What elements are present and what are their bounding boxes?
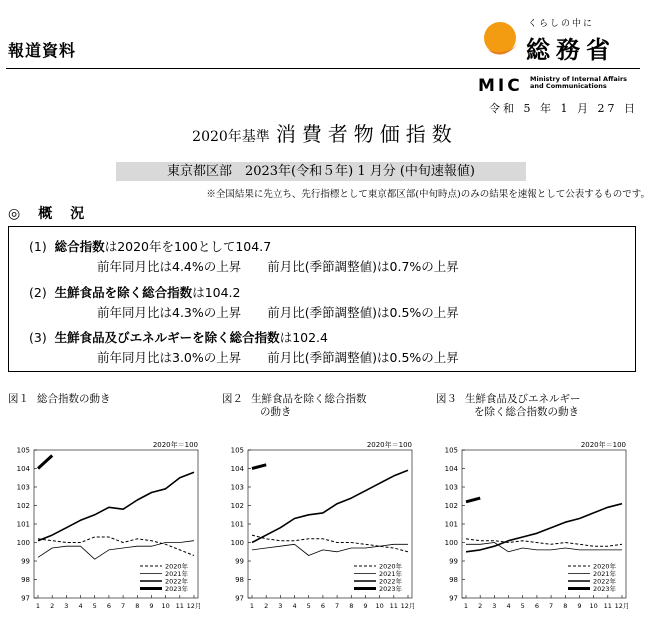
overview-heading: ◎ 概 況 (8, 206, 87, 222)
summary-label: 総合指数 (54, 239, 105, 254)
summary-value: は102.4 (279, 330, 328, 345)
x-tick-label: 10 (589, 602, 598, 610)
x-tick-label: 8 (563, 602, 568, 610)
base-note: 2020年＝100 (152, 441, 198, 449)
y-tick-label: 99 (449, 557, 458, 566)
summary-num: (1) (29, 239, 47, 254)
mic-full-line-1: Ministry of Internal Affairs (530, 75, 628, 83)
series-line-2020年 (466, 539, 622, 546)
figure-1-title (8, 393, 198, 406)
summary-mom: 前月比(季節調整値)は0.5%の上昇 (267, 305, 459, 320)
summary-item-3-changes (97, 348, 459, 366)
legend-label: 2023年 (593, 585, 617, 593)
y-tick-label: 97 (235, 594, 244, 603)
x-tick-label: 9 (149, 602, 154, 610)
x-tick-label: 5 (92, 602, 97, 610)
x-tick-label: 2 (264, 602, 269, 610)
x-tick-label: 1 (35, 602, 41, 610)
legend-label: 2020年 (379, 562, 403, 571)
x-tick-label: 9 (363, 602, 368, 610)
y-tick-label: 100 (444, 539, 458, 547)
legend-label: 2020年 (165, 562, 189, 571)
chart-core-index (220, 436, 420, 620)
y-tick-label: 104 (230, 465, 244, 473)
y-tick-label: 98 (235, 576, 244, 584)
figure-title-line-1: 生鮮食品及びエネルギー (465, 393, 581, 405)
y-tick-label: 104 (444, 465, 458, 473)
series-line-2022年 (38, 472, 194, 541)
summary-yoy: 前年同月比は4.4%の上昇 (97, 259, 242, 274)
summary-label: 生鮮食品を除く総合指数 (54, 285, 193, 300)
x-tick-label: 7 (335, 602, 340, 610)
y-tick-label: 100 (16, 539, 30, 547)
y-tick-label: 101 (16, 520, 30, 529)
press-release-label: 報道資料 (8, 41, 77, 60)
y-tick-label: 98 (21, 576, 30, 584)
summary-item-1 (29, 237, 271, 255)
x-tick-label: 3 (278, 602, 283, 610)
legend-label: 2022年 (165, 577, 189, 586)
legend-label: 2021年 (379, 570, 403, 578)
x-tick-label: 2 (478, 602, 483, 610)
series-line-2022年 (466, 504, 622, 552)
legend-label: 2020年 (593, 562, 617, 571)
x-tick-label: 3 (492, 602, 497, 610)
x-tick-label: 11 (603, 602, 612, 610)
y-tick-label: 105 (16, 446, 30, 455)
x-tick-label: 11 (175, 602, 184, 610)
y-tick-label: 99 (21, 557, 30, 566)
legend-label: 2023年 (165, 585, 189, 593)
y-tick-label: 98 (449, 576, 458, 584)
logo-tagline: くらしの中に (528, 19, 595, 29)
y-tick-label: 97 (449, 594, 458, 603)
figure-2-title (222, 393, 422, 419)
x-tick-label: 11 (389, 602, 398, 610)
summary-value: は104.2 (192, 285, 241, 300)
legend-label: 2022年 (379, 577, 403, 586)
y-tick-label: 105 (230, 446, 244, 455)
y-tick-label: 97 (21, 594, 30, 603)
y-tick-label: 101 (230, 520, 244, 529)
x-tick-label: 4 (506, 602, 511, 610)
summary-item-2-changes (97, 303, 459, 321)
release-date: 令和 5 年 1 月 27 日 (489, 102, 638, 115)
legend-label: 2022年 (593, 577, 617, 586)
y-tick-label: 104 (16, 465, 30, 473)
x-tick-label: 6 (320, 602, 325, 610)
release-note: ※全国結果に先立ち、先行指標として東京都区部(中旬時点)のみの結果を速報として公表するものです。 (206, 189, 650, 200)
series-line-2021年 (38, 541, 194, 560)
y-tick-label: 102 (230, 502, 244, 510)
x-tick-label: 8 (349, 602, 354, 610)
figure-3-title (436, 393, 646, 419)
series-line-2023年 (466, 498, 480, 502)
x-tick-label: 5 (520, 602, 525, 610)
summary-mom: 前月比(季節調整値)は0.7%の上昇 (267, 259, 459, 274)
summary-value: は2020年を100として104.7 (104, 239, 272, 254)
chart-core-core-index (434, 436, 634, 620)
x-tick-label: 10 (375, 602, 384, 610)
title-main: 消費者物価指数 (275, 122, 458, 146)
x-tick-label: 5 (306, 602, 311, 610)
mic-full-line-2: and Communications (530, 82, 607, 90)
x-tick-label: 6 (534, 602, 539, 610)
mic-full-name (530, 76, 640, 90)
header-rule (6, 68, 640, 69)
y-tick-label: 102 (444, 502, 458, 510)
figure-title-line-2: の動き (260, 406, 292, 418)
figure-title-line-2: を除く総合指数の動き (474, 406, 579, 418)
legend-label: 2023年 (379, 585, 403, 593)
logo-name: 総務省 (526, 36, 616, 64)
figure-title-line-1: 総合指数の動き (37, 393, 111, 405)
legend-label: 2021年 (165, 570, 189, 578)
series-line-2022年 (252, 470, 408, 542)
series-line-2023年 (252, 465, 266, 469)
chart-headline-index (6, 436, 206, 620)
figure-title-line-1: 生鮮食品を除く総合指数 (251, 393, 367, 405)
series-line-2020年 (38, 537, 194, 556)
summary-num: (2) (29, 285, 47, 300)
y-tick-label: 102 (16, 502, 30, 510)
x-tick-label: 3 (64, 602, 69, 610)
x-tick-label: 4 (292, 602, 297, 610)
series-line-2023年 (38, 456, 52, 469)
y-tick-label: 103 (230, 483, 244, 492)
y-tick-label: 103 (16, 483, 30, 492)
x-tick-label: 7 (121, 602, 126, 610)
base-note: 2020年＝100 (366, 441, 412, 449)
y-tick-label: 100 (230, 539, 244, 547)
x-tick-label: 4 (78, 602, 83, 610)
x-tick-label: 6 (106, 602, 111, 610)
series-line-2021年 (252, 544, 408, 555)
x-tick-label: 7 (549, 602, 554, 610)
summary-yoy: 前年同月比は3.0%の上昇 (97, 350, 242, 365)
summary-item-3 (29, 328, 328, 346)
y-tick-label: 105 (444, 446, 458, 455)
legend-label: 2021年 (593, 570, 617, 578)
y-tick-label: 99 (235, 557, 244, 566)
x-tick-label: 10 (161, 602, 170, 610)
x-tick-label: 12月 (400, 602, 416, 610)
figure-num: 図２ (222, 393, 243, 405)
base-note: 2020年＝100 (580, 441, 626, 449)
summary-box (8, 226, 636, 372)
title-prefix: 2020年基準 (192, 129, 270, 145)
series-line-2020年 (252, 535, 408, 552)
logo-mark-icon (478, 20, 522, 64)
figure-num: 図１ (8, 393, 29, 405)
summary-num: (3) (29, 330, 47, 345)
summary-yoy: 前年同月比は4.3%の上昇 (97, 305, 242, 320)
x-tick-label: 12月 (614, 602, 630, 610)
figure-num: 図３ (436, 393, 457, 405)
page-title (0, 118, 650, 147)
y-tick-label: 103 (444, 483, 458, 492)
y-tick-label: 101 (444, 520, 458, 529)
summary-mom: 前月比(季節調整値)は0.5%の上昇 (267, 350, 459, 365)
x-tick-label: 8 (135, 602, 140, 610)
x-tick-label: 1 (463, 602, 469, 610)
x-tick-label: 2 (50, 602, 55, 610)
summary-item-2 (29, 283, 240, 301)
x-tick-label: 12月 (186, 602, 202, 610)
summary-label: 生鮮食品及びエネルギーを除く総合指数 (54, 330, 280, 345)
mic-abbr: MIC (478, 76, 523, 96)
summary-item-1-changes (97, 257, 459, 275)
x-tick-label: 1 (249, 602, 255, 610)
x-tick-label: 9 (577, 602, 582, 610)
subtitle: 東京都区部 2023年(令和５年) 1 月分 (中旬速報値) (116, 162, 526, 181)
